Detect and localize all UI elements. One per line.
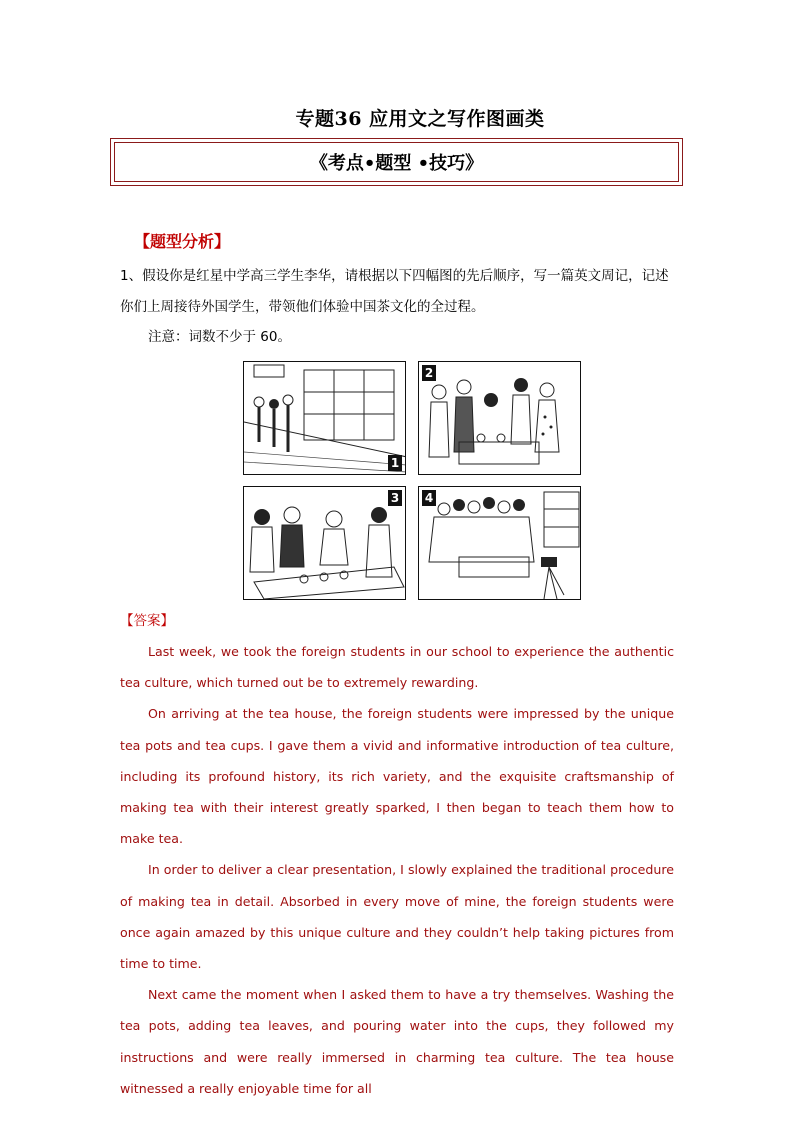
- panel-2-drawing: [419, 362, 581, 475]
- panel-number-1: 1: [388, 455, 402, 471]
- panel-number-2: 2: [422, 365, 436, 381]
- panel-1-drawing: [244, 362, 406, 475]
- answer-paragraph: On arriving at the tea house, the foreign students were impressed by the unique tea pots and tea cups. I gave them a vivid and informative introduction of tea culture, including its profound history, its rich variety, and the exquisite craftsmanship of making tea with their interest greatly sparked, I then began to teach them how to make tea.: [120, 706, 674, 847]
- panel-number-4: 4: [422, 490, 436, 506]
- answer-paragraph: Last week, we took the foreign students in our school to experience the authentic tea culture, which turned out be to extremely rewarding.: [120, 644, 674, 691]
- panel-3-drawing: [244, 487, 406, 600]
- illustration-panel-3: [243, 486, 406, 600]
- answer-heading: 【答案】: [120, 613, 174, 629]
- answer-body: [120, 636, 674, 1104]
- word-count-note: 注意：词数不少于 60。: [148, 329, 291, 345]
- question-text: 1、假设你是红星中学高三学生李华，请根据以下四幅图的先后顺序，写一篇英文周记，记述你们上周接待外国学生，带领他们体验中国茶文化的全过程。: [120, 268, 669, 315]
- document-title: 专题36 应用文之写作图画类: [295, 108, 545, 130]
- section-banner-inner: [114, 142, 679, 182]
- illustration-panel-2: [418, 361, 581, 475]
- answer-paragraph: Next came the moment when I asked them to have a try themselves. Washing the tea pots, adding tea leaves, and pouring water into the cups, they followed my instructions and were really immersed in charming tea culture. The tea house witnessed a really enjoyable time for all: [120, 987, 674, 1096]
- panel-number-3: 3: [388, 490, 402, 506]
- section-heading: 【题型分析】: [134, 232, 231, 251]
- illustration-panel-4: [418, 486, 581, 600]
- section-banner: [110, 138, 683, 186]
- panel-4-drawing: [419, 487, 581, 600]
- answer-paragraph: In order to deliver a clear presentation, I slowly explained the traditional procedure of making tea in detail. Absorbed in every move of mine, the foreign students were once again amazed by this unique culture and they couldn’t help taking pictures from time to time.: [120, 862, 674, 972]
- banner-text: 《考点•题型 •技巧》: [309, 153, 484, 174]
- illustration-panel-1: [243, 361, 406, 475]
